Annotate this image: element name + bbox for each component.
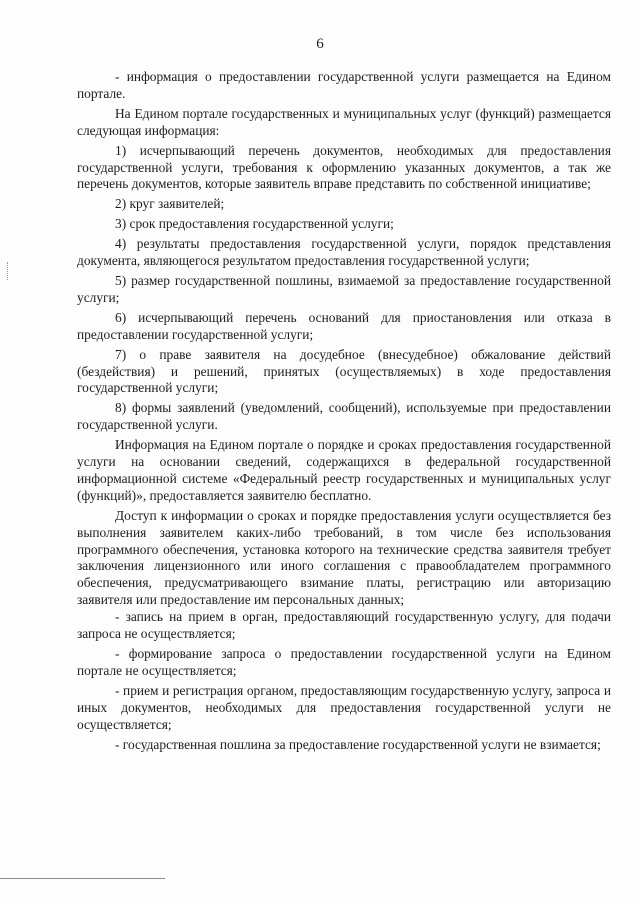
- list-item-grounds: 6) исчерпывающий перечень оснований для приостановления или отказа в предоставлении государственной услуги;: [77, 309, 611, 342]
- list-item-request-forming: - формирование запроса о предоставлении государственной услуги на Едином портале не осуществляется;: [77, 646, 611, 678]
- paragraph-registry: Информация на Едином портале о порядке и сроках предоставления государственной услуги на основании сведений, содержащихся в федеральной государственной информационной системе «Федеральный реестр государственных и муниципальных услуг (функций)», предоставляется заявителю бесплатно.: [77, 437, 611, 503]
- document-body: [77, 69, 611, 753]
- list-item-fee: 5) размер государственной пошлины, взимаемой за предоставление государственной услуги;: [77, 272, 611, 305]
- list-item-results: 4) результаты предоставления государственной услуги, порядок представления документа, являющегося результатом предоставления государственной услуги;: [77, 236, 611, 269]
- paragraph-portal-info: - информация о предоставлении государственной услуги размещается на Едином портале.: [77, 69, 611, 101]
- paragraph-portal-intro: На Едином портале государственных и муниципальных услуг (функций) размещается следующая информация:: [77, 105, 611, 138]
- bottom-divider: [0, 878, 165, 879]
- page-number: 6: [316, 36, 324, 52]
- list-item-applicants: 2) круг заявителей;: [115, 196, 225, 212]
- margin-scan-mark: [7, 262, 10, 280]
- paragraph-access: Доступ к информации о сроках и порядке предоставления услуги осуществляется без выполнения заявителем каких-либо требований, в том числе без использования программного обеспечения, установка которого на технические средства заявителя требует заключения лицензионного или иного соглашения с правообладателем программного обеспечения, предусматривающего взимание платы, регистрацию или авторизацию заявителя или предоставление им персональных данных;: [77, 507, 611, 608]
- list-item-appointment: - запись на прием в орган, предоставляющий государственную услугу, для подачи запроса не осуществляется;: [77, 609, 611, 642]
- list-item-forms: 8) формы заявлений (уведомлений, сообщений), используемые при предоставлении государственной услуги.: [77, 400, 611, 433]
- list-item-registration: - прием и регистрация органом, предоставляющим государственную услугу, запроса и иных документов, необходимых для предоставления государственной услуги не осуществляется;: [77, 682, 611, 732]
- list-item-appeal: 7) о праве заявителя на досудебное (внесудебное) обжалование действий (бездействия) и решений, принятых (осуществляемых) в ходе предоставления государственной услуги;: [77, 346, 611, 396]
- list-item-duty: - государственная пошлина за предоставление государственной услуги не взимается;: [115, 736, 601, 752]
- list-item-term: 3) срок предоставления государственной услуги;: [115, 216, 394, 232]
- list-item-documents: 1) исчерпывающий перечень документов, необходимых для предоставления государственной услуги, требования к оформлению указанных документов, а так же перечень документов, которые заявитель вправе представить по собственной инициативе;: [77, 142, 611, 192]
